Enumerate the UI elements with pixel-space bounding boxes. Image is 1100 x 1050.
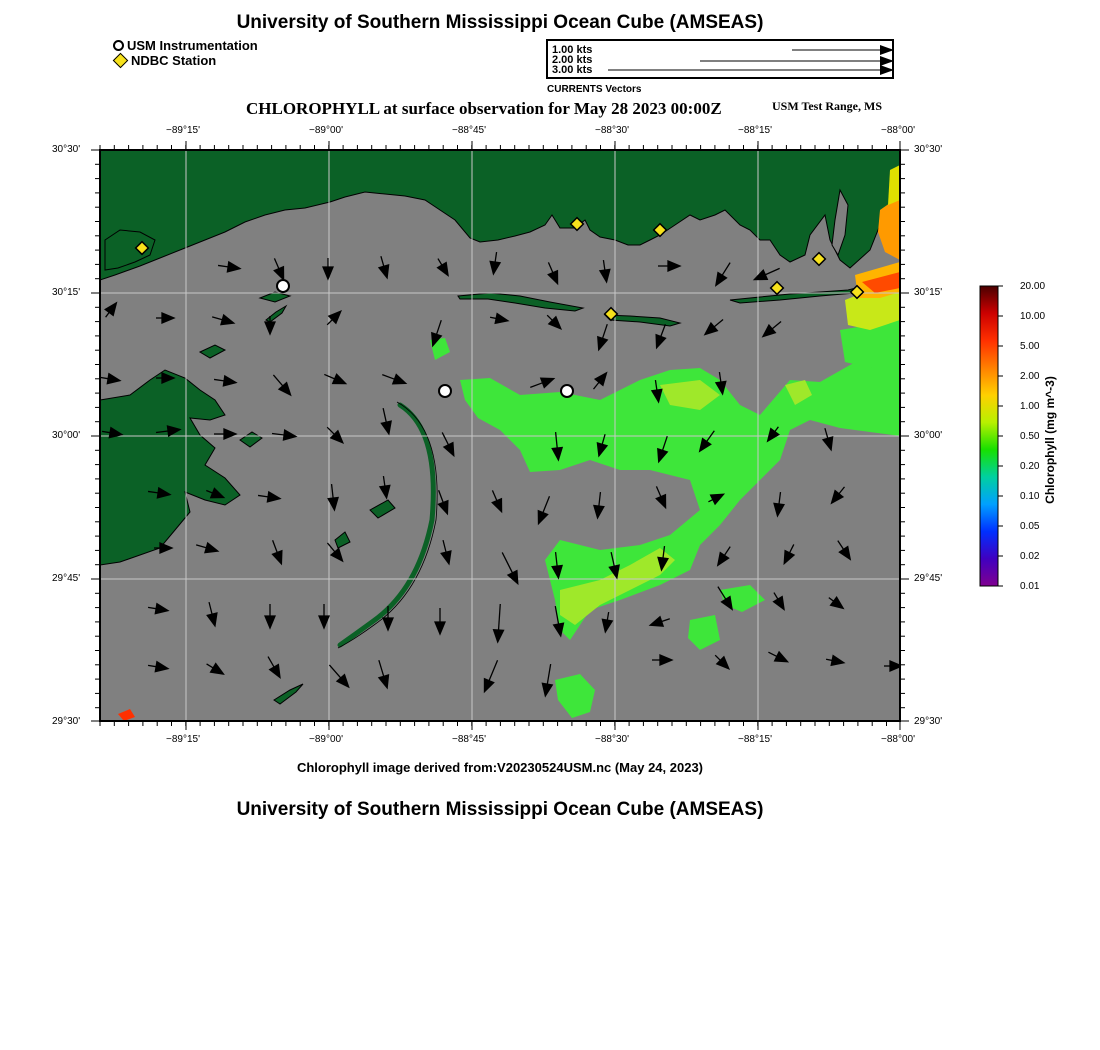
vector-key-label-3: 3.00 kts <box>552 64 593 76</box>
colorbar-label: 20.00 <box>1020 281 1046 292</box>
colorbar-label: 2.00 <box>1020 371 1040 382</box>
lon-label-top: −88°00' <box>881 125 915 136</box>
vector-key-label-1: 1.00 kts <box>552 44 593 56</box>
lon-label-bottom: −89°15' <box>166 734 200 745</box>
usm-marker-icon[interactable] <box>561 385 573 397</box>
vector-key-label-2: 2.00 kts <box>552 54 593 66</box>
lat-label-right: 30°15' <box>914 287 943 298</box>
colorbar-label: 0.20 <box>1020 461 1040 472</box>
colorbar-label: 1.00 <box>1020 401 1040 412</box>
region-label: USM Test Range, MS <box>772 99 883 113</box>
colorbar-label: 0.02 <box>1020 551 1040 562</box>
colorbar-label: 0.05 <box>1020 521 1040 532</box>
lat-label-right: 30°30' <box>914 144 943 155</box>
map-title: CHLOROPHYLL at surface observation for May 28 2023 00:00Z <box>246 99 722 118</box>
lat-label-right: 30°00' <box>914 430 943 441</box>
colorbar <box>980 286 1003 586</box>
vectors-caption: CURRENTS Vectors <box>547 84 642 95</box>
lon-label-top: −88°30' <box>595 125 629 136</box>
lon-label-bottom: −89°00' <box>309 734 343 745</box>
lon-label-top: −88°15' <box>738 125 772 136</box>
lat-label-right: 29°30' <box>914 716 943 727</box>
usm-legend-label: USM Instrumentation <box>127 38 258 53</box>
ndbc-legend-label: NDBC Station <box>131 53 217 68</box>
colorbar-label: 10.00 <box>1020 311 1046 322</box>
lon-label-top: −89°00' <box>309 125 343 136</box>
lon-label-top: −89°15' <box>166 125 200 136</box>
lat-label-left: 29°30' <box>52 716 81 727</box>
lat-label-right: 29°45' <box>914 573 943 584</box>
lat-label-left: 30°00' <box>52 430 81 441</box>
footer-title: University of Southern Mississippi Ocean Cube (AMSEAS) <box>236 799 764 820</box>
colorbar-label: 5.00 <box>1020 341 1040 352</box>
lon-label-bottom: −88°30' <box>595 734 629 745</box>
usm-marker-icon[interactable] <box>277 280 289 292</box>
lon-label-bottom: −88°00' <box>881 734 915 745</box>
colorbar-title: Chlorophyll (mg m^-3) <box>1043 376 1057 504</box>
lat-label-left: 30°15' <box>52 287 81 298</box>
lon-label-top: −88°45' <box>452 125 486 136</box>
colorbar-label: 0.50 <box>1020 431 1040 442</box>
lon-label-bottom: −88°45' <box>452 734 486 745</box>
colorbar-label: 0.10 <box>1020 491 1040 502</box>
lat-label-left: 30°30' <box>52 144 81 155</box>
source-caption: Chlorophyll image derived from:V20230524USM.nc (May 24, 2023) <box>296 760 704 775</box>
page-title: University of Southern Mississippi Ocean Cube (AMSEAS) <box>236 12 764 33</box>
usm-marker-icon[interactable] <box>439 385 451 397</box>
colorbar-label: 0.01 <box>1020 581 1040 592</box>
lat-label-left: 29°45' <box>52 573 81 584</box>
colorbar-gradient <box>980 286 998 586</box>
lon-label-bottom: −88°15' <box>738 734 772 745</box>
